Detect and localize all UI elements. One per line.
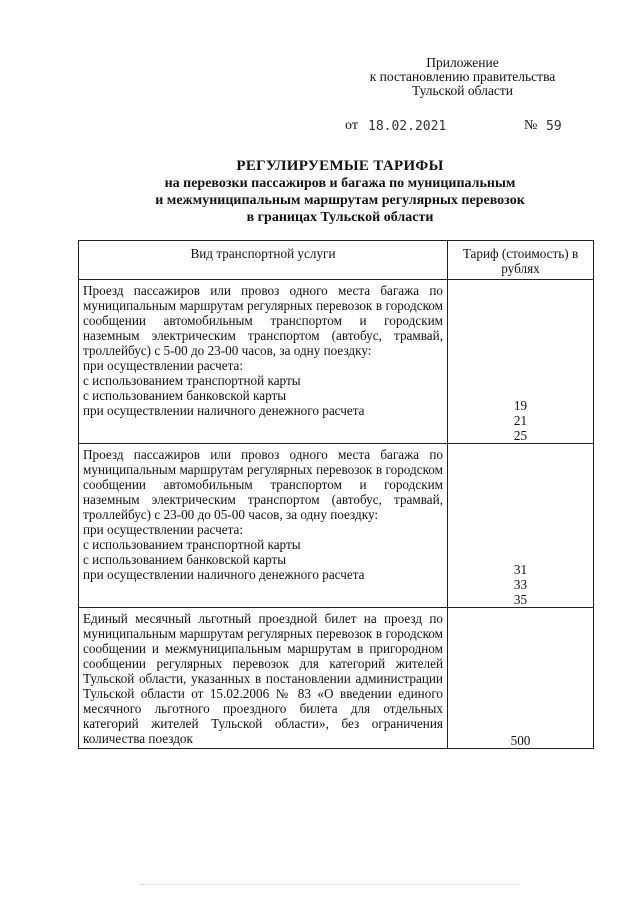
row-2-price-3: 35 (513, 592, 528, 607)
row-1-price-cell (448, 280, 594, 444)
row-1-option-1: с использованием транспортной карты (83, 373, 301, 388)
tariff-table (78, 240, 594, 749)
title-main: РЕГУЛИРУЕМЫЕ ТАРИФЫ (236, 158, 444, 174)
row-2-option-1: с использованием транспортной карты (83, 537, 301, 552)
row-1-description-cell (79, 280, 448, 444)
row-3-price: 500 (510, 733, 531, 748)
row-2-price-cell (448, 444, 594, 608)
row-3-description-cell (79, 608, 448, 749)
appendix-line-3: Тульской области (412, 83, 513, 98)
row-2-description-cell (79, 444, 448, 608)
row-2-description: Проезд пассажиров или провоз одного места багажа по муниципальным маршрутам регулярных перевозок в городском сообщении автомобильным транспортом и городским наземным электрическим транспортом (автобус, трамвай, троллейбус) с 23-00 до 05-00 часов, за одну поездку: (83, 447, 443, 522)
table-header-row (79, 241, 594, 280)
order-number-sign: № (524, 118, 538, 133)
table-row (79, 608, 594, 749)
appendix-line-1: Приложение (426, 55, 499, 70)
order-date: 18.02.2021 (368, 119, 447, 134)
row-1-price-2: 21 (513, 413, 528, 428)
row-1-description: Проезд пассажиров или провоз одного места багажа по муниципальным маршрутам регулярных перевозок в городском сообщении автомобильным транспортом и городским наземным электрическим транспортом (автобус, трамвай, троллейбус) с 5-00 до 23-00 часов, за одну поездку: (83, 283, 443, 358)
appendix-line-2: к постановлению правительства (369, 69, 556, 84)
title-line-4: в границах Тульской области (246, 210, 434, 225)
row-2-price-1: 31 (513, 562, 528, 577)
table-row (79, 280, 594, 444)
row-2-option-2: с использованием банковской карты (83, 552, 287, 567)
row-1-option-2: с использованием банковской карты (83, 388, 287, 403)
table-row (79, 444, 594, 608)
header-tariff: Тариф (стоимость) в рублях (448, 241, 594, 280)
scan-artifact-line (140, 884, 520, 889)
order-from-label: от (345, 118, 358, 133)
appendix-header (330, 56, 595, 98)
row-3-price-cell (448, 608, 594, 749)
header-service: Вид транспортной услуги (79, 241, 448, 280)
row-2-option-3: при осуществлении наличного денежного расчета (83, 567, 365, 582)
order-number: 59 (546, 119, 562, 134)
row-1-option-3: при осуществлении наличного денежного расчета (83, 403, 365, 418)
row-1-price-3: 25 (513, 428, 528, 443)
row-3-description: Единый месячный льготный проездной билет на проезд по муниципальным маршрутам регулярных перевозок в городском сообщении и межмуниципальным маршрутам в пригородном сообщении регулярных перевозок для категорий жителей Тульской области, указанных в постановлении администрации Тульской области от 15.02.2006 № 83 «О введении единого месячного льготного проездного билета для отдельных категорий жителей Тульской области», без ограничения количества поездок (83, 611, 443, 746)
row-2-price-2: 33 (513, 577, 528, 592)
title-line-2: на перевозки пассажиров и багажа по муниципальным (164, 176, 516, 191)
title-line-3: и межмуниципальным маршрутам регулярных перевозок (155, 193, 525, 208)
row-1-price-1: 19 (513, 398, 528, 413)
row-1-subheader: при осуществлении расчета: (83, 358, 244, 373)
order-reference (0, 118, 640, 136)
document-title (60, 158, 620, 226)
row-2-subheader: при осуществлении расчета: (83, 522, 244, 537)
